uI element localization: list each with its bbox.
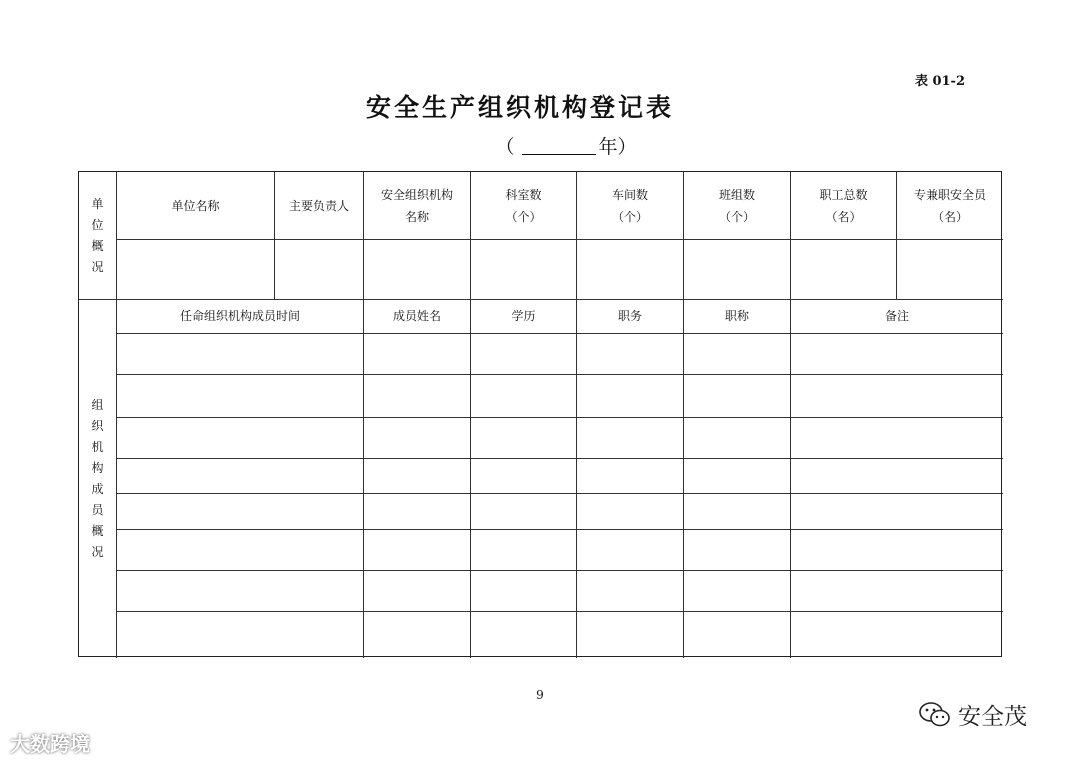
row-divider <box>117 333 1003 334</box>
header-text: 班组数 <box>718 187 755 202</box>
header-text: 专兼职安全员 <box>913 187 986 202</box>
side-char: 成 <box>91 481 104 496</box>
header-teams <box>684 172 790 239</box>
side-char: 组 <box>91 397 104 412</box>
watermark-right <box>918 698 1027 731</box>
header-safety-officers <box>897 172 1003 239</box>
header-appointment-time <box>117 299 363 333</box>
page-number: 9 <box>536 688 544 702</box>
col-divider <box>116 172 117 658</box>
row-divider <box>117 570 1003 571</box>
col-divider <box>790 172 791 658</box>
year-unit: 年 <box>598 136 618 158</box>
header-text: 学历 <box>511 309 536 323</box>
header-text: 备注 <box>884 309 909 323</box>
side-char: 单 <box>91 196 104 211</box>
side-char: 概 <box>91 523 104 538</box>
header-principal <box>275 172 363 239</box>
page-title: 安全生产组织机构登记表 <box>365 93 674 122</box>
col-divider <box>683 172 684 658</box>
year-blank <box>522 154 596 155</box>
header-text: （个） <box>611 209 648 224</box>
row-divider <box>117 458 1003 459</box>
row-divider <box>117 493 1003 494</box>
col-divider <box>470 172 471 658</box>
header-safety-org-name <box>364 172 470 239</box>
col-divider <box>576 172 577 658</box>
row-divider <box>117 417 1003 418</box>
header-text: 职务 <box>617 309 642 323</box>
row-divider <box>117 611 1003 612</box>
col-divider <box>363 172 364 658</box>
header-total-staff <box>791 172 896 239</box>
side-char: 况 <box>91 259 104 274</box>
registration-table <box>78 171 1002 657</box>
header-text: 车间数 <box>611 187 648 202</box>
side-char: 织 <box>91 418 104 433</box>
header-title <box>684 299 790 333</box>
header-text: 单位名称 <box>171 198 220 213</box>
header-member-name <box>364 299 470 333</box>
member-section-label <box>79 299 116 658</box>
watermark-left: 大数跨境 <box>10 732 90 756</box>
wechat-icon <box>918 701 952 729</box>
header-text: 职称 <box>724 309 749 323</box>
row-divider <box>117 239 1003 240</box>
year-line <box>0 132 1080 159</box>
header-education <box>471 299 576 333</box>
header-text: 安全组织机构 <box>380 187 453 202</box>
side-char: 况 <box>91 544 104 559</box>
header-text: 主要负责人 <box>288 198 349 213</box>
row-divider <box>117 529 1003 530</box>
side-char: 员 <box>91 502 104 517</box>
header-remarks <box>791 299 1003 333</box>
header-text: 成员姓名 <box>392 309 441 323</box>
header-workshops <box>577 172 683 239</box>
header-unit-name <box>117 172 274 239</box>
header-text: 职工总数 <box>819 187 868 202</box>
watermark-right-text: 安全茂 <box>958 704 1027 730</box>
unit-section-label <box>79 172 116 299</box>
header-departments <box>471 172 576 239</box>
header-text: 科室数 <box>505 187 542 202</box>
table-number: 表 01-2 <box>914 74 965 89</box>
header-text: 名称 <box>404 209 429 224</box>
header-text: 任命组织机构成员时间 <box>179 309 300 323</box>
year-close-paren: ） <box>617 136 637 158</box>
side-char: 概 <box>91 238 104 253</box>
side-char: 构 <box>91 460 104 475</box>
year-open-paren: （ <box>495 136 515 158</box>
header-text: （个） <box>718 209 755 224</box>
side-char: 位 <box>91 217 104 232</box>
side-char: 机 <box>91 439 104 454</box>
header-text: （名） <box>825 209 862 224</box>
header-text: （个） <box>505 209 542 224</box>
header-position <box>577 299 683 333</box>
header-text: （名） <box>931 209 968 224</box>
row-divider <box>117 374 1003 375</box>
